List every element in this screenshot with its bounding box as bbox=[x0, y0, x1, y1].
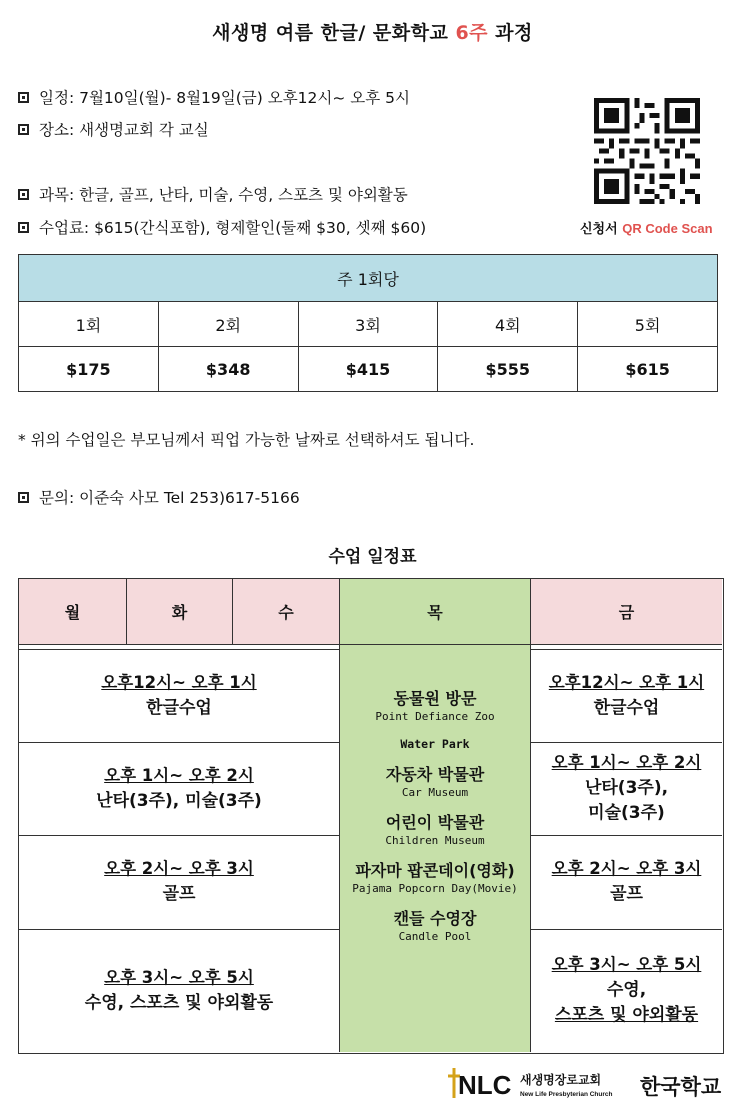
qr-label-ko: 신청서 bbox=[580, 222, 618, 237]
thursday-activity: 동물원 방문 Point Defiance Zoo bbox=[375, 689, 495, 723]
fee-table bbox=[18, 254, 718, 392]
thursday-activity: 자동차 박물관 Car Museum bbox=[385, 764, 485, 799]
thursday-activity: 파자마 팝콘데이(영화) Pajama Popcorn Day(Movie) bbox=[352, 860, 518, 895]
friday-slot bbox=[531, 930, 722, 1052]
fee-label: 5회 bbox=[578, 302, 718, 347]
day-header-wed: 수 bbox=[233, 579, 339, 645]
thursday-activities bbox=[339, 689, 531, 1029]
schedule-grid bbox=[18, 578, 724, 1054]
qr-caption bbox=[580, 218, 713, 237]
slot-time: 오후 1시~ 오후 2시 bbox=[104, 765, 254, 785]
fee-value: $175 bbox=[19, 347, 159, 392]
slot-time: 오후 3시~ 오후 5시 bbox=[104, 967, 254, 987]
title-suffix: 과정 bbox=[488, 22, 533, 44]
mwt-slot bbox=[19, 930, 339, 1052]
title-prefix: 새생명 여름 한글/ 문화학교 bbox=[212, 22, 456, 44]
mwt-slot bbox=[19, 836, 339, 930]
info-location: 장소: 새생명교회 각 교실 bbox=[18, 118, 209, 140]
slot-time: 오후 3시~ 오후 5시 bbox=[551, 955, 702, 975]
qr-code-icon[interactable] bbox=[594, 98, 700, 204]
friday-slot bbox=[531, 743, 722, 836]
friday-slot bbox=[531, 836, 722, 930]
nlc-logo-icon bbox=[448, 1064, 733, 1102]
slot-subject: 수영, 스포츠 및 야외활동 bbox=[84, 992, 274, 1013]
day-header-tue: 화 bbox=[127, 579, 233, 645]
slot-time: 오후12시~ 오후 1시 bbox=[548, 672, 705, 692]
fee-value: $555 bbox=[438, 347, 578, 392]
slot-subject: 골프 bbox=[162, 884, 196, 905]
fee-table-header: 주 1회당 bbox=[19, 255, 718, 302]
thursday-activity: Water Park bbox=[400, 736, 470, 751]
fee-label: 4회 bbox=[438, 302, 578, 347]
day-header-fri: 금 bbox=[531, 579, 722, 645]
slot-subject: 미술(3주) bbox=[588, 803, 665, 824]
page-title bbox=[0, 18, 745, 45]
fee-label: 3회 bbox=[298, 302, 438, 347]
slot-subject: 난타(3주), bbox=[584, 777, 669, 798]
slot-subject: 난타(3주), 미술(3주) bbox=[96, 790, 262, 811]
fee-label: 2회 bbox=[158, 302, 298, 347]
info-schedule: 일정: 7월10일(월)- 8월19일(금) 오후12시~ 오후 5시 bbox=[18, 86, 410, 108]
slot-time: 오후 1시~ 오후 2시 bbox=[551, 753, 702, 773]
thursday-activity: 캔들 수영장 Candle Pool bbox=[393, 908, 477, 943]
schedule-title: 수업 일정표 bbox=[328, 547, 417, 567]
slot-subject: 한글수업 bbox=[593, 697, 660, 718]
fee-value: $615 bbox=[578, 347, 718, 392]
slot-subject: 한글수업 bbox=[146, 697, 212, 718]
slot-subject: 수영, bbox=[606, 979, 647, 1000]
church-logo bbox=[448, 1064, 733, 1102]
bullet-icon bbox=[18, 124, 29, 135]
info-subjects: 과목: 한글, 골프, 난타, 미술, 수영, 스포츠 및 야외활동 bbox=[18, 183, 408, 205]
fee-value: $415 bbox=[298, 347, 438, 392]
info-tuition: 수업료: $615(간식포함), 형제할인(둘째 $30, 셋째 $60) bbox=[18, 216, 426, 238]
slot-time: 오후 2시~ 오후 3시 bbox=[104, 859, 254, 879]
bullet-icon bbox=[18, 92, 29, 103]
qr-label-en: QR Code Scan bbox=[622, 221, 713, 236]
day-header-mon: 월 bbox=[19, 579, 127, 645]
bullet-icon bbox=[18, 492, 29, 503]
slot-subject: 골프 bbox=[610, 884, 643, 905]
bullet-icon bbox=[18, 222, 29, 233]
logo-church-en: New Life Presbyterian Church bbox=[520, 1091, 613, 1098]
thursday-activity: 어린이 박물관 Children Museum bbox=[385, 812, 485, 847]
logo-mark: NLC bbox=[458, 1070, 512, 1100]
title-highlight: 6주 bbox=[455, 22, 489, 44]
bullet-icon bbox=[18, 189, 29, 200]
slot-subject: 스포츠 및 야외활동 bbox=[554, 1005, 699, 1026]
friday-slot bbox=[531, 650, 722, 743]
logo-church-ko: 새생명장로교회 bbox=[520, 1073, 602, 1087]
fee-value: $348 bbox=[158, 347, 298, 392]
slot-time: 오후 2시~ 오후 3시 bbox=[551, 859, 702, 879]
contact-info: 문의: 이준숙 사모 Tel 253)617-5166 bbox=[18, 486, 300, 508]
pickup-note: * 위의 수업일은 부모님께서 픽업 가능한 날짜로 선택하셔도 됩니다. bbox=[18, 431, 475, 449]
day-header-thu: 목 bbox=[339, 579, 531, 645]
slot-time: 오후12시~ 오후 1시 bbox=[101, 672, 257, 692]
mwt-slot bbox=[19, 650, 339, 743]
mwt-slot bbox=[19, 743, 339, 836]
fee-label: 1회 bbox=[19, 302, 159, 347]
logo-school: 한국학교 bbox=[640, 1075, 722, 1099]
